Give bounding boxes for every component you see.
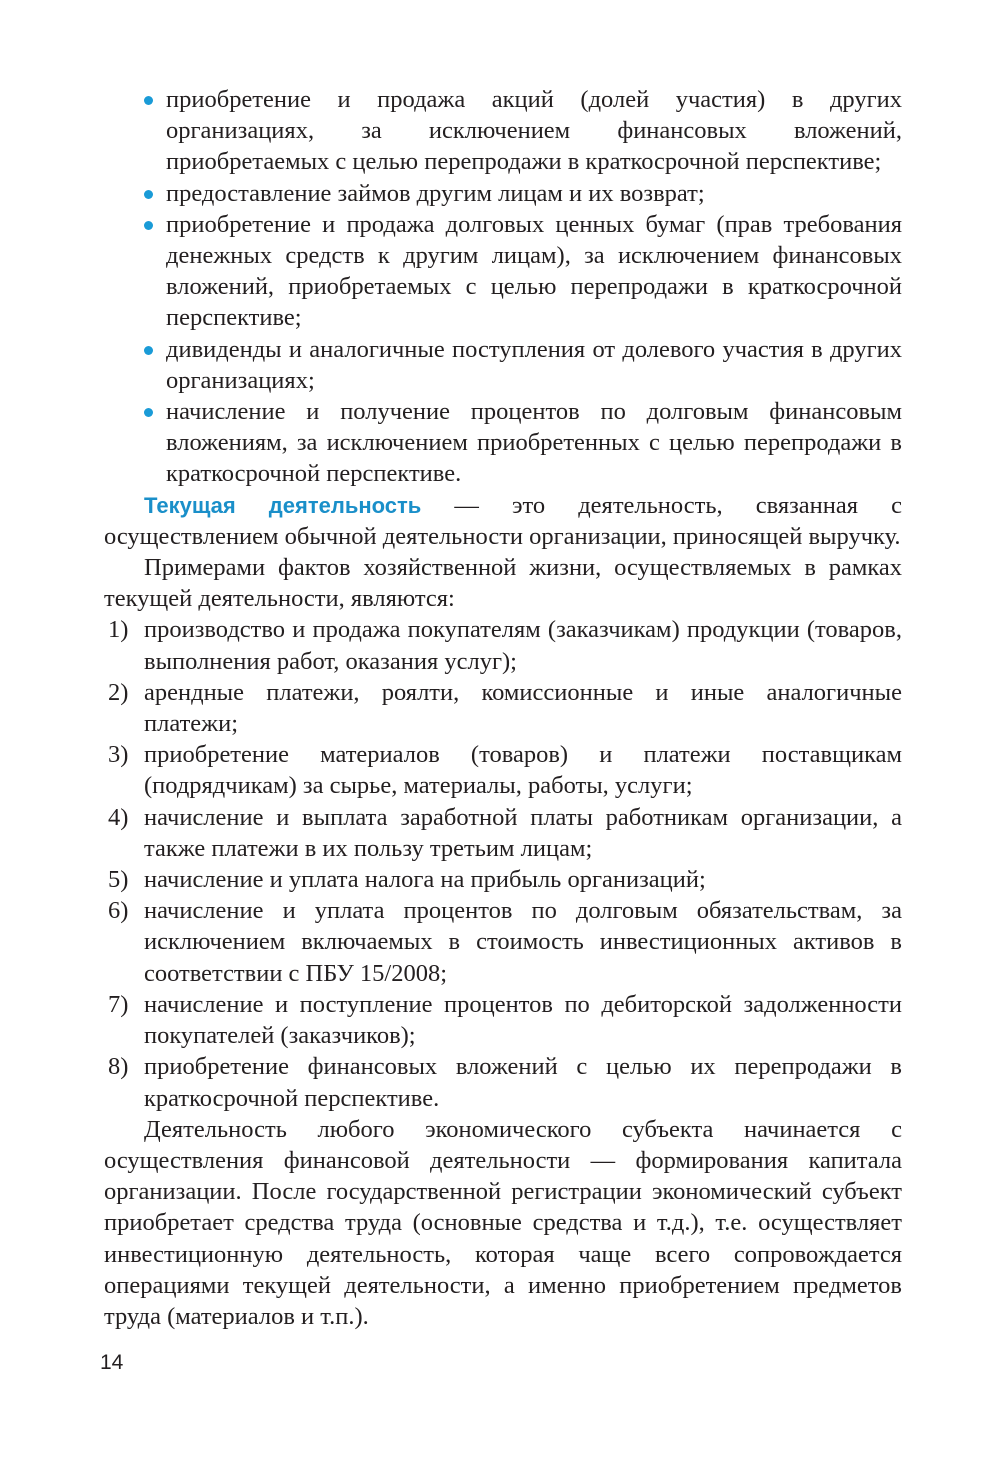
page-body	[104, 84, 902, 1332]
bullet-dot-icon	[144, 408, 153, 417]
bullet-list	[104, 84, 902, 490]
bullet-dot-icon	[144, 190, 153, 199]
item-number: 4)	[108, 803, 129, 831]
bullet-text: приобретение и продажа акций (долей участия) в других организациях, за исключением финансовых вложений, приобретаемых с целью перепродажи в краткосрочной перспективе;	[166, 86, 902, 176]
bullet-item	[104, 396, 902, 490]
numbered-item	[104, 802, 902, 864]
item-number: 8)	[108, 1053, 129, 1081]
numbered-item	[104, 989, 902, 1051]
bullet-item	[104, 334, 902, 396]
numbered-item	[104, 1051, 902, 1113]
item-text: начисление и поступление процентов по дебиторской задолженности покупателей (заказчиков);	[144, 990, 902, 1050]
bullet-text: приобретение и продажа долговых ценных бумаг (прав требования денежных средств к другим лицам), за исключением финансовых вложений, приобретаемых с целью перепродажи в краткосрочной перспективе;	[166, 210, 902, 332]
bullet-text: начисление и получение процентов по долговым финансовым вложениям, за исключением приобретенных с целью перепродажи в краткосрочной перспективе.	[166, 398, 902, 488]
bullet-dot-icon	[144, 96, 153, 105]
bullet-item	[104, 209, 902, 334]
numbered-item	[104, 739, 902, 801]
definition-text: — это деятельность, связанная с осуществлением обычной деятельности организации, приносящей выручку.	[104, 491, 903, 550]
item-text: приобретение материалов (товаров) и платежи поставщикам (подрядчикам) за сырье, материалы, работы, услуги;	[144, 741, 902, 800]
numbered-list	[104, 614, 902, 1113]
page-number: 14	[100, 1351, 124, 1374]
item-number: 6)	[108, 897, 129, 925]
item-number: 3)	[108, 741, 129, 769]
item-text: начисление и выплата заработной платы работникам организации, а также платежи в их пользу третьим лицам;	[144, 803, 902, 862]
item-text: начисление и уплата процентов по долговым обязательствам, за исключением включаемых в стоимость инвестиционных активов в соответствии с ПБУ 15/2008;	[144, 897, 902, 987]
bullet-text: дивиденды и аналогичные поступления от долевого участия в других организациях;	[166, 335, 902, 394]
definition-paragraph	[104, 490, 902, 552]
numbered-item	[104, 614, 902, 676]
numbered-item	[104, 895, 902, 989]
bullet-text: предоставление займов другим лицам и их возврат;	[166, 179, 705, 207]
numbered-item	[104, 864, 902, 895]
defined-term: Текущая деятельность	[144, 492, 422, 518]
bullet-dot-icon	[144, 221, 153, 230]
examples-intro: Примерами фактов хозяйственной жизни, осуществляемых в рамках текущей деятельности, являются:	[104, 554, 902, 613]
item-text: начисление и уплата налога на прибыль организаций;	[144, 866, 706, 894]
bullet-item	[104, 178, 902, 209]
item-text: приобретение финансовых вложений с целью их перепродажи в краткосрочной перспективе.	[144, 1053, 902, 1112]
bullet-dot-icon	[144, 346, 153, 355]
item-number: 2)	[108, 678, 129, 706]
closing-paragraph: Деятельность любого экономического субъекта начинается с осуществления финансовой деятельности — формирования капитала организации. После государственной регистрации экономический субъект приобретает средства труда (основные средства и т.д.), т.е. осуществляет инвестиционную деятельность, которая чаще всего сопровождается операциями текущей деятельности, а именно приобретением предметов труда (материалов и т.п.).	[104, 1115, 902, 1330]
item-text: арендные платежи, роялти, комиссионные и иные аналогичные платежи;	[144, 678, 902, 738]
numbered-item	[104, 677, 902, 739]
item-text: производство и продажа покупателям (заказчикам) продукции (товаров, выполнения работ, оказания услуг);	[144, 616, 902, 675]
item-number: 5)	[108, 866, 129, 894]
item-number: 7)	[108, 990, 129, 1018]
item-number: 1)	[108, 616, 129, 644]
bullet-item	[104, 84, 902, 178]
